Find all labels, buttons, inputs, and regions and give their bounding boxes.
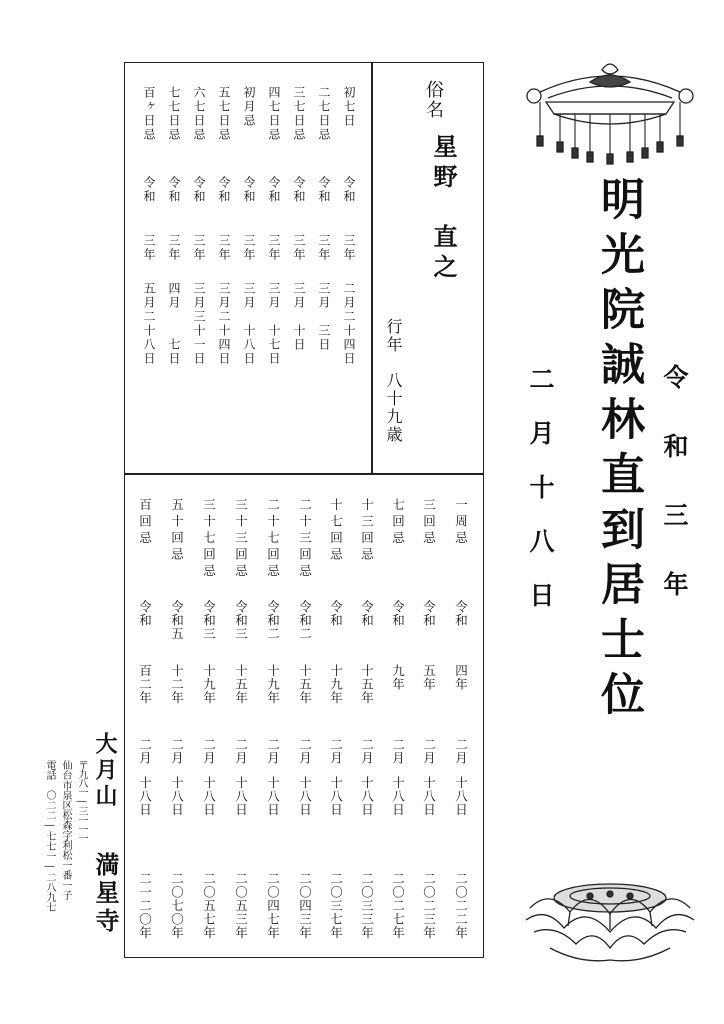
temple-name: 満星寺 [91,852,120,936]
temple-postal: 〒九八一―三一一一 [76,760,87,842]
lower-cell: 二月 [421,738,437,765]
secular-name-label: 俗名 [423,80,444,120]
lotus-ornament [520,868,700,964]
lower-cell: 二〇七〇年 [169,872,185,940]
lower-cell: 四年 [453,664,469,691]
upper-cell: 三月 三日 [317,282,331,352]
upper-cell: 令和 [142,176,156,204]
era-year: 令和三年 [660,364,689,640]
temple-mountain-name: 大月山 [92,732,118,810]
secular-name: 星野 直之 [429,134,458,284]
upper-cell: 三年 [167,234,181,262]
lower-cell: 三十三回忌 [233,498,249,581]
lower-cell: 十八日 [421,776,437,817]
upper-cell: 三月二十四日 [217,282,231,366]
lower-cell: 十八日 [201,776,217,817]
lower-cell: 令和 [359,600,375,627]
lower-cell: 二月 [233,738,249,765]
upper-cell: 二七日忌 [317,86,331,142]
lower-cell: 一周忌 [453,498,469,548]
lower-cell: 十八日 [453,776,469,817]
upper-cell: 令和 [267,176,281,204]
upper-cell: 三年 [342,234,356,262]
upper-cell: 初月忌 [242,86,256,128]
lower-cell: 令和 [453,600,469,627]
lower-cell: 十八日 [137,776,153,817]
lower-cell: 二一二〇年 [137,872,153,940]
lower-cell: 十九年 [328,664,344,705]
upper-cell: 三年 [142,234,156,262]
lower-cell: 十九年 [201,664,217,705]
lower-cell: 十八日 [169,776,185,817]
lower-cell: 二月 [359,738,375,765]
lower-cell: 二月 [201,738,217,765]
upper-cell: 三七日忌 [292,86,306,142]
lower-cell: 十二年 [169,664,185,705]
lower-cell: 二〇二七年 [390,872,406,940]
upper-cell: 令和 [167,176,181,204]
upper-cell: 初七日 [342,86,356,128]
lower-cell: 二〇四七年 [265,872,281,940]
lower-cell: 二〇五七年 [201,872,217,940]
lower-cell: 十八日 [390,776,406,817]
upper-cell: 七七日忌 [167,86,181,142]
lower-cell: 三十七回忌 [201,498,217,581]
lower-cell: 二月 [297,738,313,765]
upper-cell: 四七日忌 [267,86,281,142]
table-divider-vertical [371,62,373,474]
upper-cell: 三年 [242,234,256,262]
lower-cell: 二〇三三年 [359,872,375,940]
upper-cell: 四月 七日 [167,282,181,366]
temple-phone: 電話 〇二二―七七一―二八九七 [44,760,55,912]
lower-cell: 百二年 [137,664,153,705]
lower-cell: 二月 [390,738,406,765]
canopy-ornament [520,62,700,170]
lower-cell: 三回忌 [421,498,437,548]
upper-cell: 三月 十七日 [267,282,281,366]
upper-cell: 五七日忌 [217,86,231,142]
lower-cell: 令和二 [297,600,313,641]
lower-cell: 令和 [390,600,406,627]
lower-cell: 令和 [137,600,153,627]
lower-cell: 令和三 [233,600,249,641]
lower-cell: 二月 [137,738,153,765]
lower-cell: 令和 [421,600,437,627]
lower-cell: 五年 [421,664,437,691]
lower-cell: 令和 [328,600,344,627]
lower-cell: 十三回忌 [359,498,375,564]
upper-cell: 六七日忌 [192,86,206,142]
lower-cell: 十七回忌 [328,498,344,564]
death-date: 二月十八日 [526,366,555,636]
lower-cell: 十八日 [359,776,375,817]
lower-cell: 二十三回忌 [297,498,313,581]
lower-cell: 二〇三七年 [328,872,344,940]
lower-cell: 九年 [390,664,406,691]
upper-cell: 三月 十八日 [242,282,256,366]
upper-cell: 令和 [192,176,206,204]
upper-cell: 三年 [217,234,231,262]
lower-cell: 二月 [265,738,281,765]
lower-cell: 二〇二三年 [421,872,437,940]
upper-cell: 三年 [317,234,331,262]
upper-cell: 令和 [292,176,306,204]
lower-cell: 百回忌 [137,498,153,548]
lower-cell: 二〇四三年 [297,872,313,940]
lower-cell: 二〇二二年 [453,872,469,940]
upper-cell: 三月三十一日 [192,282,206,366]
lower-cell: 十八日 [233,776,249,817]
upper-cell: 二月二十四日 [342,282,356,366]
temple-address: 仙台市泉区松森字利松一番一子 [60,760,71,900]
lower-cell: 二月 [328,738,344,765]
upper-cell: 三月 十日 [292,282,306,352]
age-at-death: 行年 八十九歳 [384,318,403,444]
lower-cell: 二月 [169,738,185,765]
lower-cell: 二十七回忌 [265,498,281,581]
posthumous-name: 明光院誠林直到居士位 [593,176,644,726]
upper-cell: 三年 [267,234,281,262]
upper-cell: 令和 [342,176,356,204]
table-divider-horizontal [124,473,484,475]
upper-cell: 令和 [217,176,231,204]
lower-cell: 令和二 [265,600,281,641]
upper-cell: 令和 [317,176,331,204]
lower-cell: 二〇五三年 [233,872,249,940]
upper-cell: 三年 [292,234,306,262]
lower-cell: 十九年 [265,664,281,705]
lower-cell: 令和五 [169,600,185,641]
lower-cell: 十八日 [328,776,344,817]
lower-cell: 十五年 [359,664,375,705]
upper-cell: 令和 [242,176,256,204]
lower-cell: 二月 [453,738,469,765]
lower-cell: 十五年 [233,664,249,705]
lower-cell: 十五年 [297,664,313,705]
lower-cell: 五十回忌 [169,498,185,564]
upper-cell: 三年 [192,234,206,262]
lower-cell: 七回忌 [390,498,406,548]
upper-cell: 百ヶ日忌 [142,86,156,142]
lower-cell: 十八日 [265,776,281,817]
lower-cell: 令和三 [201,600,217,641]
upper-cell: 五月二十八日 [142,282,156,366]
lower-cell: 十八日 [297,776,313,817]
